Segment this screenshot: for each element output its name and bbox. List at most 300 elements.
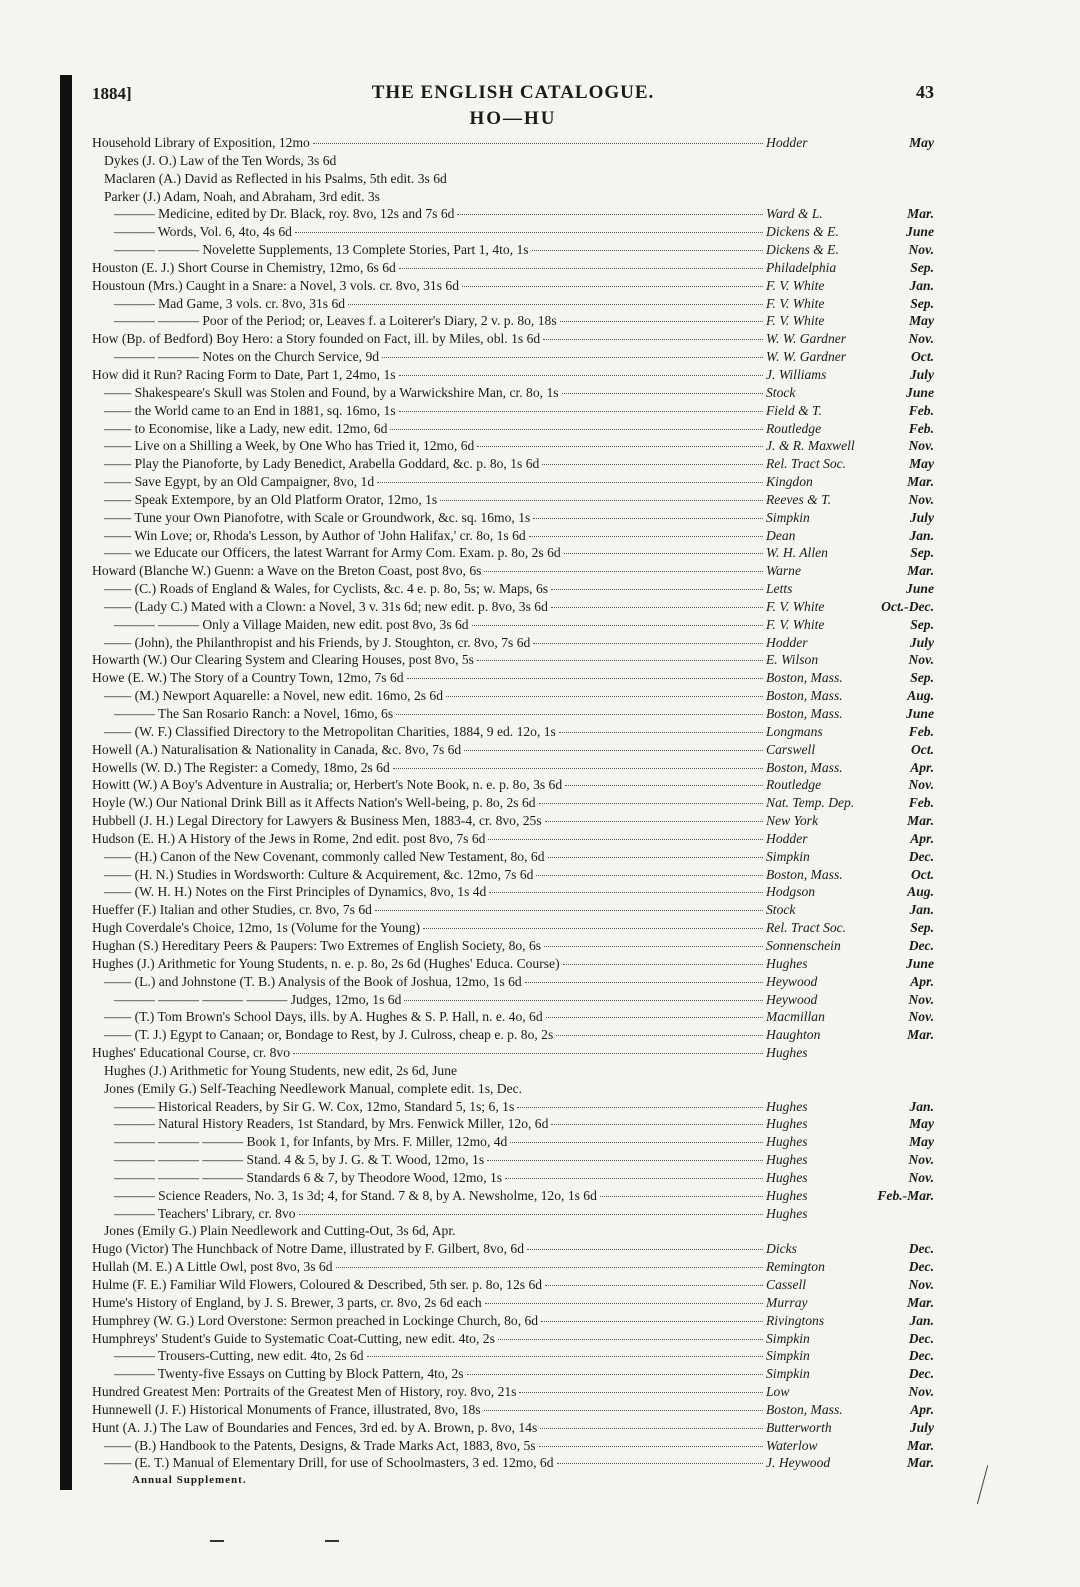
entry-title: Howard (Blanche W.) Guenn: a Wave on the Breton Coast, post 8vo, 6s [92,563,482,579]
catalogue-entry [92,205,934,223]
entry-title: ——— ——— Novelette Supplements, 13 Complete Stories, Part 1, 4to, 1s [114,242,529,258]
catalogue-entry [92,152,934,170]
entry-title: —— to Economise, like a Lady, new edit. 12mo, 6d [104,420,388,436]
entry-month: Nov. [908,1384,934,1400]
entry-month: Nov. [908,777,934,793]
entry-month: Sep. [910,670,934,686]
entry-publisher: Dean [766,527,796,543]
dot-leader [489,892,763,893]
dot-leader [542,464,763,465]
entry-month: Dec. [908,1330,934,1346]
dot-leader [543,339,763,340]
dot-leader [484,1410,763,1411]
entry-title: ——— Natural History Readers, 1st Standard, by Mrs. Fenwick Miller, 12o, 6d [114,1116,549,1132]
entry-title: —— (H. N.) Studies in Wordsworth: Culture & Acquirement, &c. 12mo, 7s 6d [104,866,534,882]
catalogue-entry [92,384,934,402]
dot-leader [377,482,763,483]
entry-month: June [906,581,934,597]
entry-publisher: J. Heywood [766,1455,831,1471]
entry-publisher: Haughton [766,1027,821,1043]
dot-leader [556,1035,763,1036]
entry-title: Hughes' Educational Course, cr. 8vo [92,1045,291,1061]
catalogue-entry [92,1240,934,1258]
catalogue-entry [92,616,934,634]
entry-month: July [909,366,934,382]
catalogue-entry [92,580,934,598]
entry-month: Oct. [910,349,934,365]
catalogue-entry [92,1008,934,1026]
entry-month: May [909,313,934,329]
entry-publisher: Butterworth [766,1419,832,1435]
catalogue-entry [92,598,934,616]
catalogue-entry [92,1062,934,1080]
entry-title: ——— ——— Only a Village Maiden, new edit. post 8vo, 3s 6d [114,616,469,632]
entry-title: —— (John), the Philanthropist and his Friends, by J. Stoughton, cr. 8vo, 7s 6d [104,634,531,650]
entry-month: Jan. [909,902,934,918]
dot-leader [477,446,763,447]
entry-publisher: Sonnenschein [766,937,841,953]
entry-month: Mar. [907,206,934,222]
entry-publisher: Hughes [766,1116,808,1132]
stray-pen-mark [977,1465,990,1504]
entry-month: Mar. [907,1294,934,1310]
entry-title: Hugo (Victor) The Hunchback of Notre Dame, illustrated by F. Gilbert, 8vo, 6d [92,1241,524,1257]
entry-publisher: Ward & L. [766,206,823,222]
entry-month: Oct. [910,741,934,757]
header-title: THE ENGLISH CATALOGUE. [371,82,655,103]
catalogue-entry [92,830,934,848]
dot-leader [541,1321,763,1322]
entry-title: —— (L.) and Johnstone (T. B.) Analysis of the Book of Joshua, 12mo, 1s 6d [104,973,522,989]
catalogue-entry [92,1419,934,1437]
entry-publisher: Low [766,1384,790,1400]
dot-leader [540,1428,763,1429]
entry-month: Dec. [908,1366,934,1382]
catalogue-entry [92,883,934,901]
entry-title: ——— Mad Game, 3 vols. cr. 8vo, 31s 6d [114,295,346,311]
catalogue-entry [92,1276,934,1294]
entry-month: Aug. [907,884,934,900]
entry-month: Nov. [908,242,934,258]
dot-leader [548,857,764,858]
entry-title: Hulme (F. E.) Familiar Wild Flowers, Coloured & Described, 5th ser. p. 8o, 12s 6d [92,1277,543,1292]
entry-month: July [909,634,934,650]
entry-publisher: Longmans [766,723,823,739]
entry-month: Feb. [908,723,934,739]
catalogue-entry [92,1133,934,1151]
entry-publisher: Heywood [766,973,818,989]
dot-leader [533,518,763,519]
catalogue-entry [92,669,934,687]
entry-title: Hunnewell (J. F.) Historical Monuments of France, illustrated, 8vo, 18s [92,1401,481,1417]
entry-publisher: J. Williams [766,366,827,382]
entry-publisher: Simpkin [766,509,810,525]
entry-month: Oct. [910,866,934,882]
entry-publisher: Boston, Mass. [766,1401,843,1417]
entry-title: ——— Twenty-five Essays on Cutting by Block Pattern, 4to, 2s [114,1366,464,1382]
entry-month: Nov. [908,438,934,454]
entry-title: How (Bp. of Bedford) Boy Hero: a Story founded on Fact, ill. by Miles, obl. 1s 6d [92,331,541,347]
catalogue-entry [92,705,934,723]
dot-leader [423,928,763,929]
binding-gutter [60,75,72,1490]
entry-title: —— Tune your Own Pianofotre, with Scale or Groundwork, &c. sq. 16mo, 1s [104,509,531,525]
entry-month: May [909,1116,934,1132]
entry-publisher: Hughes [766,955,808,971]
entry-title: —— (T. J.) Egypt to Canaan; or, Bondage to Rest, by J. Culross, cheap e. p. 8o, 2s [104,1027,554,1043]
entry-title: —— (B.) Handbook to the Patents, Designs, & Trade Marks Act, 1883, 8vo, 5s [104,1437,536,1453]
entry-publisher: F. V. White [766,313,825,329]
entry-title: Humphreys' Student's Guide to Systematic Coat-Cutting, new edit. 4to, 2s [92,1330,495,1346]
entry-publisher: W. H. Allen [766,545,828,561]
catalogue-entry [92,651,934,669]
entry-title: —— Play the Pianoforte, by Lady Benedict, Arabella Goddard, &c. p. 8o, 1s 6d [104,456,540,472]
entry-list [92,134,934,1472]
dot-leader [519,1392,763,1393]
catalogue-entry [92,1437,934,1455]
entry-publisher: Hughes [766,1205,808,1221]
entry-month: Sep. [910,545,934,561]
entry-publisher: Cassell [766,1277,807,1292]
dot-leader [560,321,763,322]
entry-publisher: Heywood [766,991,818,1007]
entry-title: —— (T.) Tom Brown's School Days, ills. by A. Hughes & S. P. Hall, n. e. 4o, 6d [104,1009,543,1025]
section-heading: HO—HU [469,108,557,129]
dot-leader [498,1339,763,1340]
entry-title: Houston (E. J.) Short Course in Chemistry, 12mo, 6s 6d [92,259,396,275]
catalogue-entry [92,776,934,794]
catalogue-entry [92,723,934,741]
entry-month: Nov. [908,991,934,1007]
entry-publisher: Reeves & T. [766,491,832,507]
entry-title: Howitt (W.) A Boy's Adventure in Australia; or, Herbert's Note Book, n. e. p. 8o, 3s 6d [92,777,563,793]
entry-title: —— (Lady C.) Mated with a Clown: a Novel, 3 v. 31s 6d; new edit. p. 8vo, 3s 6d [104,598,548,614]
entry-publisher: Rel. Tract Soc. [766,920,847,936]
entry-publisher: Letts [766,581,793,597]
entry-title: Humphrey (W. G.) Lord Overstone: Sermon preached in Lockinge Church, 8o, 6d [92,1312,539,1328]
entry-publisher: Simpkin [766,1348,810,1364]
entry-month: Mar. [907,563,934,579]
entry-publisher: Remington [766,1259,825,1275]
dot-leader [293,1053,763,1054]
entry-month: Nov. [908,1169,934,1185]
dot-leader [399,268,763,269]
dot-leader [313,143,763,144]
entry-month: July [909,509,934,525]
entry-month: Sep. [910,295,934,311]
dot-leader [295,232,763,233]
entry-month: Nov. [908,652,934,668]
catalogue-entry [92,937,934,955]
entry-publisher: Dickens & E. [766,224,839,240]
entry-publisher: E. Wilson [766,652,819,668]
entry-title: ——— Teachers' Library, cr. 8vo [114,1205,296,1221]
entry-title: Hudson (E. H.) A History of the Jews in Rome, 2nd edit. post 8vo, 7s 6d [92,830,486,846]
entry-publisher: Rivingtons [766,1312,825,1328]
entry-month: Nov. [908,491,934,507]
dot-leader [510,1142,763,1143]
entry-title: Hundred Greatest Men: Portraits of the Greatest Men of History, roy. 8vo, 21s [92,1384,517,1400]
entry-title: Hullah (M. E.) A Little Owl, post 8vo, 3s 6d [92,1259,333,1275]
entry-title: —— (W. H. H.) Notes on the First Principles of Dynamics, 8vo, 1s 4d [104,884,487,900]
entry-month: Aug. [907,688,934,704]
dot-leader [600,1196,763,1197]
entry-publisher: Hughes [766,1152,808,1168]
entry-publisher: Carswell [766,741,816,757]
entry-title: Hughan (S.) Hereditary Peers & Paupers: Two Extremes of English Society, 8o, 6s [92,937,542,953]
entry-publisher: Stock [766,384,796,400]
entry-title: Howe (E. W.) The Story of a Country Town, 12mo, 7s 6d [92,670,404,686]
dot-leader [533,643,763,644]
entry-title: —— Win Love; or, Rhoda's Lesson, by Author of 'John Halifax,' cr. 8o, 1s 6d [104,527,526,543]
entry-title: ——— ——— ——— ——— Judges, 12mo, 1s 6d [114,991,402,1007]
catalogue-entry [92,1115,934,1133]
entry-publisher: Boston, Mass. [766,706,843,721]
entry-month: Sep. [910,920,934,936]
entry-publisher: Simpkin [766,848,810,864]
entry-title: Hume's History of England, by J. S. Brewer, 3 parts, cr. 8vo, 2s 6d each [92,1294,482,1310]
catalogue-entry [92,170,934,188]
catalogue-entry [92,259,934,277]
entry-publisher: Hughes [766,1045,808,1061]
entry-title: —— (M.) Newport Aquarelle: a Novel, new edit. 16mo, 2s 6d [104,688,444,704]
entry-month: May [909,456,934,472]
entry-title: Hunt (A. J.) The Law of Boundaries and Fences, 3rd ed. by A. Brown, p. 8vo, 14s [92,1419,538,1435]
entry-title: Hughes (J.) Arithmetic for Young Students, new edit, 2s 6d, June [104,1062,458,1078]
entry-month: Dec. [908,1348,934,1364]
dot-leader [390,429,763,430]
dot-leader [487,1160,763,1161]
catalogue-entry [92,973,934,991]
entry-publisher: Hughes [766,1134,808,1150]
entry-title: ——— ——— ——— Book 1, for Infants, by Mrs. F. Miller, 12mo, 4d [114,1134,508,1150]
dot-leader [393,768,763,769]
dot-leader [399,375,763,376]
dot-leader [375,910,763,911]
catalogue-entry [92,1222,934,1240]
dot-leader [565,785,763,786]
entry-month: Mar. [907,1455,934,1471]
dot-leader [457,214,763,215]
catalogue-entry [92,812,934,830]
header-year: 1884] [92,84,132,103]
entry-title: —— (W. F.) Classified Directory to the Metropolitan Charities, 1884, 9 ed. 12o, 1s [104,723,556,739]
catalogue-entry [92,366,934,384]
entry-publisher: Hodder [766,830,808,846]
dot-leader [546,1017,763,1018]
catalogue-entry [92,295,934,313]
entry-publisher: F. V. White [766,598,825,614]
dot-leader [545,1285,763,1286]
entry-title: —— Live on a Shilling a Week, by One Who has Tried it, 12mo, 6d [104,438,475,454]
entry-publisher: Boston, Mass. [766,866,843,882]
dot-leader [399,411,763,412]
entry-month: May [909,1134,934,1150]
entry-publisher: W. W. Gardner [766,331,847,347]
catalogue-page [92,80,934,1486]
entry-title: —— (C.) Roads of England & Wales, for Cyclists, &c. 4 e. p. 8o, 5s; w. Maps, 6s [104,581,549,597]
catalogue-entry [92,794,934,812]
catalogue-entry [92,634,934,652]
entry-title: ——— Trousers-Cutting, new edit. 4to, 2s 6d [114,1348,364,1364]
entry-publisher: New York [766,813,818,829]
catalogue-entry [92,188,934,206]
entry-title: Dykes (J. O.) Law of the Ten Words, 3s 6d [104,152,337,168]
entry-month: May [909,135,934,150]
entry-month: June [906,224,934,240]
entry-publisher: Simpkin [766,1366,810,1382]
catalogue-entry [92,1044,934,1062]
entry-month: Sep. [910,259,934,275]
entry-month: Feb.-Mar. [877,1187,934,1203]
catalogue-entry [92,1312,934,1330]
entry-title: ——— ——— ——— Stand. 4 & 5, by J. G. & T. Wood, 12mo, 1s [114,1152,485,1168]
catalogue-entry [92,759,934,777]
entry-title: —— Save Egypt, by an Old Campaigner, 8vo, 1d [104,474,375,490]
entry-title: —— the World came to an End in 1881, sq. 16mo, 1s [104,402,396,418]
entry-publisher: Warne [766,563,801,579]
entry-publisher: Hughes [766,1169,808,1185]
dot-leader [477,660,763,661]
entry-publisher: Boston, Mass. [766,670,843,686]
catalogue-entry [92,455,934,473]
entry-publisher: Simpkin [766,1330,810,1346]
entry-title: —— (E. T.) Manual of Elementary Drill, for use of Schoolmasters, 3 ed. 12mo, 6d [104,1455,554,1471]
catalogue-entry [92,1330,934,1348]
entry-title: Household Library of Exposition, 12mo [92,135,310,150]
entry-title: Houstoun (Mrs.) Caught in a Snare: a Novel, 3 vols. cr. 8vo, 31s 6d [92,277,459,293]
dot-leader [407,678,763,679]
entry-title: —— (H.) Canon of the New Covenant, commonly called New Testament, 8o, 6d [104,848,545,864]
entry-title: ——— ——— ——— Standards 6 & 7, by Theodore Wood, 12mo, 1s [114,1169,503,1185]
catalogue-entry [92,527,934,545]
entry-title: Howell (A.) Naturalisation & Nationality in Canada, &c. 8vo, 7s 6d [92,741,462,757]
dot-leader [527,1249,763,1250]
catalogue-entry [92,848,934,866]
catalogue-entry [92,1347,934,1365]
dot-leader [484,571,763,572]
catalogue-entry [92,473,934,491]
entry-month: Mar. [907,1027,934,1043]
entry-publisher: F. V. White [766,295,825,311]
entry-publisher: Routledge [766,777,822,793]
entry-month: Sep. [910,616,934,632]
catalogue-entry [92,544,934,562]
catalogue-entry [92,919,934,937]
entry-month: Jan. [909,1098,934,1114]
entry-month: Nov. [908,331,934,347]
stray-dash-mark [325,1540,339,1542]
dot-leader [545,821,763,822]
catalogue-entry [92,1454,934,1472]
entry-month: Dec. [908,848,934,864]
footer-note: Annual Supplement. [132,1474,247,1487]
entry-publisher: Hodgson [766,884,816,900]
catalogue-entry [92,901,934,919]
entry-publisher: W. W. Gardner [766,349,847,365]
entry-publisher: Waterlow [766,1437,818,1453]
entry-publisher: F. V. White [766,277,825,293]
catalogue-entry [92,223,934,241]
entry-month: Mar. [907,1437,934,1453]
entry-publisher: Philadelphia [766,259,837,275]
entry-title: Jones (Emily G.) Self-Teaching Needlework Manual, complete edit. 1s, Dec. [104,1080,523,1096]
dot-leader [485,1303,763,1304]
dot-leader [544,946,763,947]
entry-title: Hubbell (J. H.) Legal Directory for Lawyers & Business Men, 1883-4, cr. 8vo, 25s [92,813,542,829]
entry-title: Hueffer (F.) Italian and other Studies, cr. 8vo, 7s 6d [92,902,372,918]
entry-month: Apr. [910,759,934,775]
dot-leader [299,1214,763,1215]
entry-month: Feb. [908,402,934,418]
dot-leader [348,304,763,305]
entry-month: Dec. [908,1259,934,1275]
entry-title: ——— Historical Readers, by Sir G. W. Cox, 12mo, Standard 5, 1s; 6, 1s [114,1098,515,1114]
entry-title: ——— ——— Poor of the Period; or, Leaves f. a Loiterer's Diary, 2 v. p. 8o, 18s [114,313,557,329]
dot-leader [467,1374,763,1375]
catalogue-entry [92,866,934,884]
dot-leader [464,750,763,751]
catalogue-entry [92,1151,934,1169]
entry-publisher: J. & R. Maxwell [766,438,855,454]
entry-month: July [909,1419,934,1435]
catalogue-entry [92,955,934,973]
entry-month: Jan. [909,527,934,543]
entry-month: June [906,955,934,971]
entry-title: ——— ——— Notes on the Church Service, 9d [114,349,380,365]
catalogue-entry [92,348,934,366]
catalogue-entry [92,1187,934,1205]
entry-month: Feb. [908,795,934,811]
entry-title: Hughes (J.) Arithmetic for Young Students, n. e. p. 8o, 2s 6d (Hughes' Educa. Course) [92,955,560,971]
catalogue-entry [92,134,934,152]
dot-leader [557,1463,763,1464]
dot-leader [336,1267,763,1268]
entry-publisher: Routledge [766,420,822,436]
entry-month: Feb. [908,420,934,436]
entry-month: Jan. [909,1312,934,1328]
entry-month: Mar. [907,474,934,490]
entry-publisher: Dickens & E. [766,242,839,258]
entry-title: Parker (J.) Adam, Noah, and Abraham, 3rd edit. 3s [104,188,380,204]
dot-leader [446,696,763,697]
catalogue-entry [92,741,934,759]
running-head [92,80,934,108]
stray-dash-mark [210,1540,224,1542]
catalogue-entry [92,991,934,1009]
catalogue-entry [92,491,934,509]
catalogue-entry [92,1205,934,1223]
entry-month: June [906,706,934,721]
catalogue-entry [92,1401,934,1419]
entry-publisher: Murray [766,1294,808,1310]
entry-month: Dec. [908,1241,934,1257]
entry-month: Jan. [909,277,934,293]
dot-leader [551,607,763,608]
entry-publisher: Hodder [766,135,808,150]
entry-publisher: Nat. Temp. Dep. [766,795,855,811]
dot-leader [564,553,763,554]
entry-publisher: F. V. White [766,616,825,632]
dot-leader [563,964,763,965]
entry-publisher: Hughes [766,1098,808,1114]
entry-publisher: Dicks [766,1241,797,1257]
dot-leader [551,589,763,590]
catalogue-entry [92,1080,934,1098]
entry-title: ——— Medicine, edited by Dr. Black, roy. 8vo, 12s and 7s 6d [114,206,455,222]
dot-leader [536,875,763,876]
entry-publisher: Stock [766,902,796,918]
